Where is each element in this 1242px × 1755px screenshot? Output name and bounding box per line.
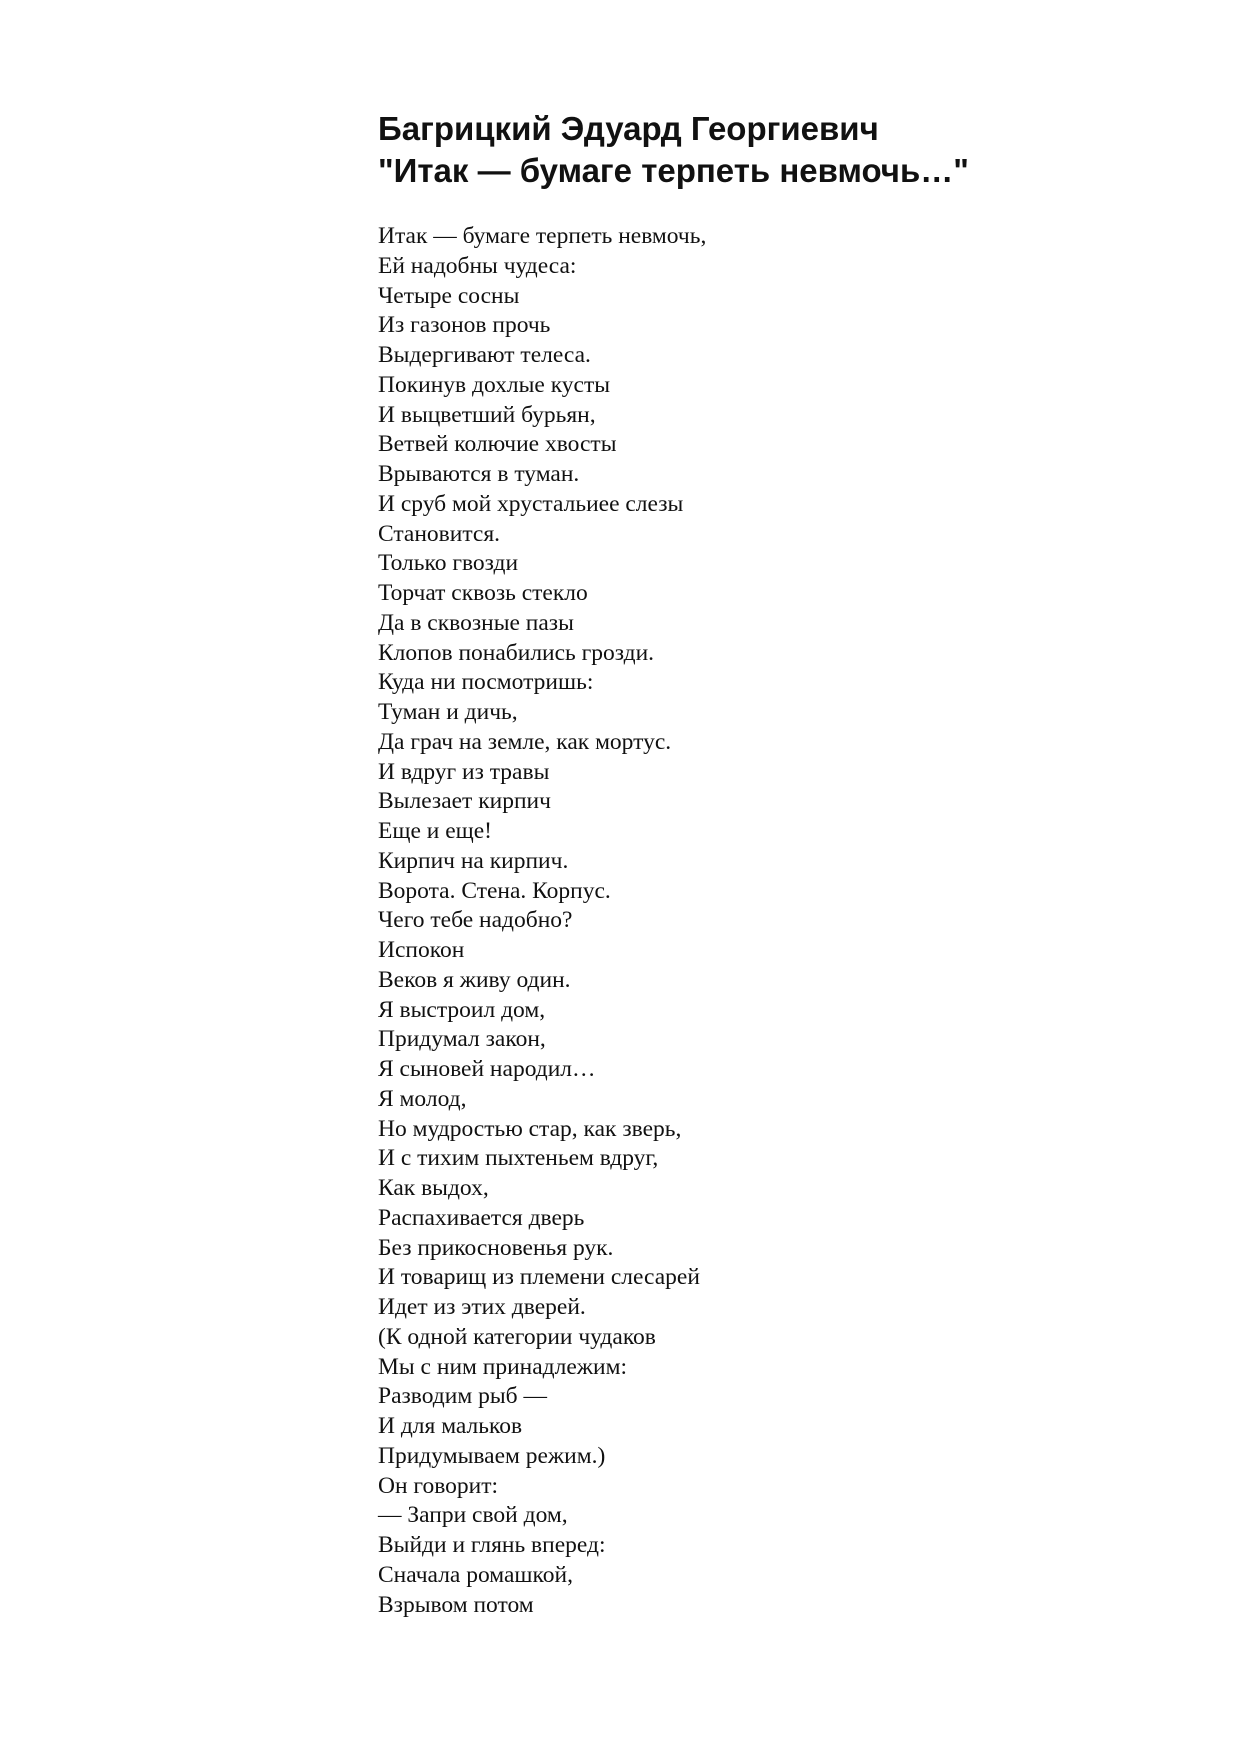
poem-line: Ворота. Стена. Корпус. bbox=[378, 877, 611, 904]
poem-line: — Запри свой дом, bbox=[378, 1502, 568, 1529]
poem-line: Да грач на земле, как мортус. bbox=[378, 728, 672, 755]
poem-line: Туман и дичь, bbox=[378, 699, 518, 725]
poem-line: Испокон bbox=[378, 937, 465, 963]
poem-line: И товарищ из племени слесарей bbox=[378, 1264, 700, 1291]
poem-line: Кирпич на кирпич. bbox=[378, 847, 569, 874]
poem-line: Выйди и глянь вперед: bbox=[378, 1532, 606, 1558]
poem-line: Выдергивают телеса. bbox=[378, 342, 591, 368]
poem-line: Придумываем режим.) bbox=[378, 1442, 606, 1469]
poem-line: Но мудростью стар, как зверь, bbox=[378, 1115, 682, 1142]
poem-line: И для мальков bbox=[378, 1413, 523, 1439]
poem-line: Покинув дохлые кусты bbox=[378, 371, 611, 398]
poem-line: И с тихим пыхтеньем вдруг, bbox=[378, 1145, 659, 1172]
poem-line: Я молод, bbox=[378, 1085, 467, 1112]
poem-line: Идет из этих дверей. bbox=[378, 1294, 586, 1320]
poem-line: Куда ни посмотришь: bbox=[378, 669, 594, 696]
document-header bbox=[378, 108, 1198, 192]
poem-line: Вылезает кирпич bbox=[378, 788, 551, 815]
poem-line: Без прикосновенья рук. bbox=[378, 1234, 614, 1261]
poem-line: Разводим рыб — bbox=[378, 1383, 547, 1410]
poem-line: Еще и еще! bbox=[378, 818, 492, 844]
poem-line: Я сыновей народил… bbox=[378, 1056, 596, 1082]
poem-line: Становится. bbox=[378, 520, 501, 547]
poem-line: Из газонов прочь bbox=[378, 312, 551, 339]
poem-line: И выцветший бурьян, bbox=[378, 401, 596, 428]
author-name: Багрицкий Эдуард Георгиевич bbox=[378, 110, 879, 147]
poem-line: Четыре сосны bbox=[378, 282, 520, 309]
poem-line: Как выдох, bbox=[378, 1175, 489, 1201]
poem-line: (К одной категории чудаков bbox=[378, 1323, 656, 1350]
poem-line: Мы с ним принадлежим: bbox=[378, 1353, 627, 1380]
poem-line: Только гвозди bbox=[378, 550, 519, 577]
poem-line: Чего тебе надобно? bbox=[378, 907, 573, 934]
poem-line: Врываются в туман. bbox=[378, 461, 580, 487]
poem-line: Распахивается дверь bbox=[378, 1204, 585, 1231]
poem-line: Взрывом потом bbox=[378, 1591, 534, 1618]
poem-title: "Итак — бумаге терпеть невмочь…" bbox=[378, 152, 969, 189]
poem-line: Я выстроил дом, bbox=[378, 996, 546, 1023]
poem-line: Да в сквозные пазы bbox=[378, 609, 574, 636]
poem-line: И сруб мой хрустальиее слезы bbox=[378, 490, 684, 517]
poem-line: Сначала ромашкой, bbox=[378, 1561, 573, 1588]
poem-line: Торчат сквозь стекло bbox=[378, 580, 588, 606]
poem-line: Ей надобны чудеса: bbox=[378, 252, 577, 279]
poem-line: Веков я живу один. bbox=[378, 966, 571, 993]
poem-line: Ветвей колючие хвосты bbox=[378, 431, 617, 458]
poem-line: Клопов понабились грозди. bbox=[378, 639, 655, 666]
poem-line: Придумал закон, bbox=[378, 1026, 546, 1053]
poem-text bbox=[378, 222, 1198, 1620]
poem-line: Итак — бумаге терпеть невмочь, bbox=[378, 223, 707, 249]
poem-line: Он говорит: bbox=[378, 1472, 499, 1499]
poem-line: И вдруг из травы bbox=[378, 758, 550, 785]
